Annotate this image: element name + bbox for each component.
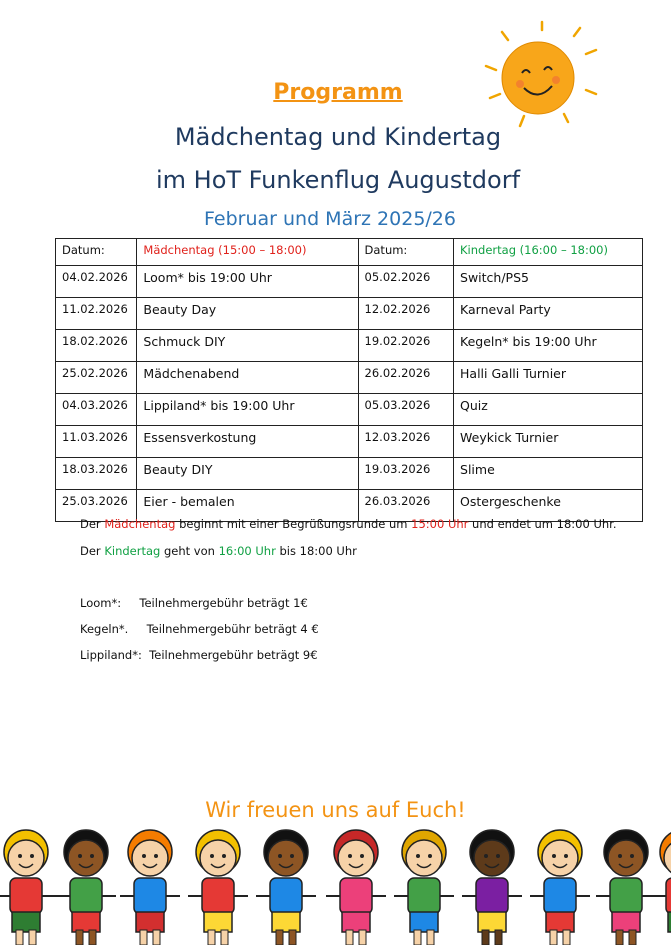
fee-text: Teilnehmergebühr beträgt 4 € [146,622,319,636]
kindertag-activity: Switch/PS5 [454,266,643,298]
kindertag-activity: Karneval Party [454,298,643,330]
table-row [56,266,643,298]
date-cell: 19.03.2026 [358,458,453,490]
fee-label: Kegeln*. [80,622,129,636]
kindertag-activity: Weykick Turnier [454,426,643,458]
maedchentag-activity: Eier - bemalen [137,490,358,522]
heading-line-2: im HoT Funkenflug Augustdorf [155,166,521,194]
table-header-row [56,239,643,266]
table-row [56,298,643,330]
note-maedchentag-name: Mädchentag [104,517,176,531]
fee-loom [80,596,308,610]
table-row [56,394,643,426]
maedchentag-activity: Beauty Day [137,298,358,330]
heading-line-1: Mädchentag und Kindertag [174,123,502,151]
schedule-table [55,238,643,522]
children-illustration [0,826,671,945]
date-cell: 12.03.2026 [358,426,453,458]
fee-text: Teilnehmergebühr beträgt 1€ [139,596,308,610]
sun-illustration [480,18,600,138]
maedchentag-activity: Essensverkostung [137,426,358,458]
kindertag-activity: Halli Galli Turnier [454,362,643,394]
note-text: Der [80,544,105,558]
date-cell: 19.02.2026 [358,330,453,362]
note-text: bis 18:00 Uhr [275,544,357,558]
date-cell: 25.02.2026 [56,362,137,394]
maedchentag-activity: Loom* bis 19:00 Uhr [137,266,358,298]
fee-lippiland [80,648,318,662]
note-text: beginnt mit einer Begrüßungsrunde um [175,517,412,531]
date-cell: 26.03.2026 [358,490,453,522]
fee-label: Lippiland*: [80,648,142,662]
table-row [56,458,643,490]
header-date-2: Datum: [358,239,453,266]
date-cell: 05.02.2026 [358,266,453,298]
date-cell: 04.02.2026 [56,266,137,298]
table-row [56,362,643,394]
date-cell: 25.03.2026 [56,490,137,522]
kindertag-activity: Slime [454,458,643,490]
table-row [56,426,643,458]
date-cell: 18.03.2026 [56,458,137,490]
maedchentag-activity: Lippiland* bis 19:00 Uhr [137,394,358,426]
subtitle: Februar und März 2025/26 [204,208,456,230]
note-kindertag-time: 16:00 Uhr [218,544,276,558]
date-cell: 12.02.2026 [358,298,453,330]
maedchentag-activity: Mädchenabend [137,362,358,394]
date-cell: 04.03.2026 [56,394,137,426]
date-cell: 05.03.2026 [358,394,453,426]
header-maedchentag: Mädchentag (15:00 – 18:00) [137,239,358,266]
fee-label: Loom*: [80,596,122,610]
fee-kegeln [80,622,319,636]
fee-text: Teilnehmergebühr beträgt 9€ [149,648,318,662]
maedchentag-activity: Beauty DIY [137,458,358,490]
maedchentag-note [80,517,616,531]
date-cell: 26.02.2026 [358,362,453,394]
note-text: und endet um 18:00 Uhr. [468,517,617,531]
date-cell: 18.02.2026 [56,330,137,362]
kindertag-activity: Quiz [454,394,643,426]
footer-text: Wir freuen uns auf Euch! [205,798,466,822]
kindertag-activity: Ostergeschenke [454,490,643,522]
note-kindertag-name: Kindertag [104,544,161,558]
header-date-1: Datum: [56,239,137,266]
header-kindertag: Kindertag (16:00 – 18:00) [454,239,643,266]
note-text: geht von [160,544,219,558]
date-cell: 11.02.2026 [56,298,137,330]
note-maedchentag-time: 15:00 Uhr [411,517,469,531]
table-row [56,330,643,362]
date-cell: 11.03.2026 [56,426,137,458]
kindertag-note [80,544,357,558]
kindertag-activity: Kegeln* bis 19:00 Uhr [454,330,643,362]
maedchentag-activity: Schmuck DIY [137,330,358,362]
note-text: Der [80,517,105,531]
program-title: Programm [273,80,403,105]
